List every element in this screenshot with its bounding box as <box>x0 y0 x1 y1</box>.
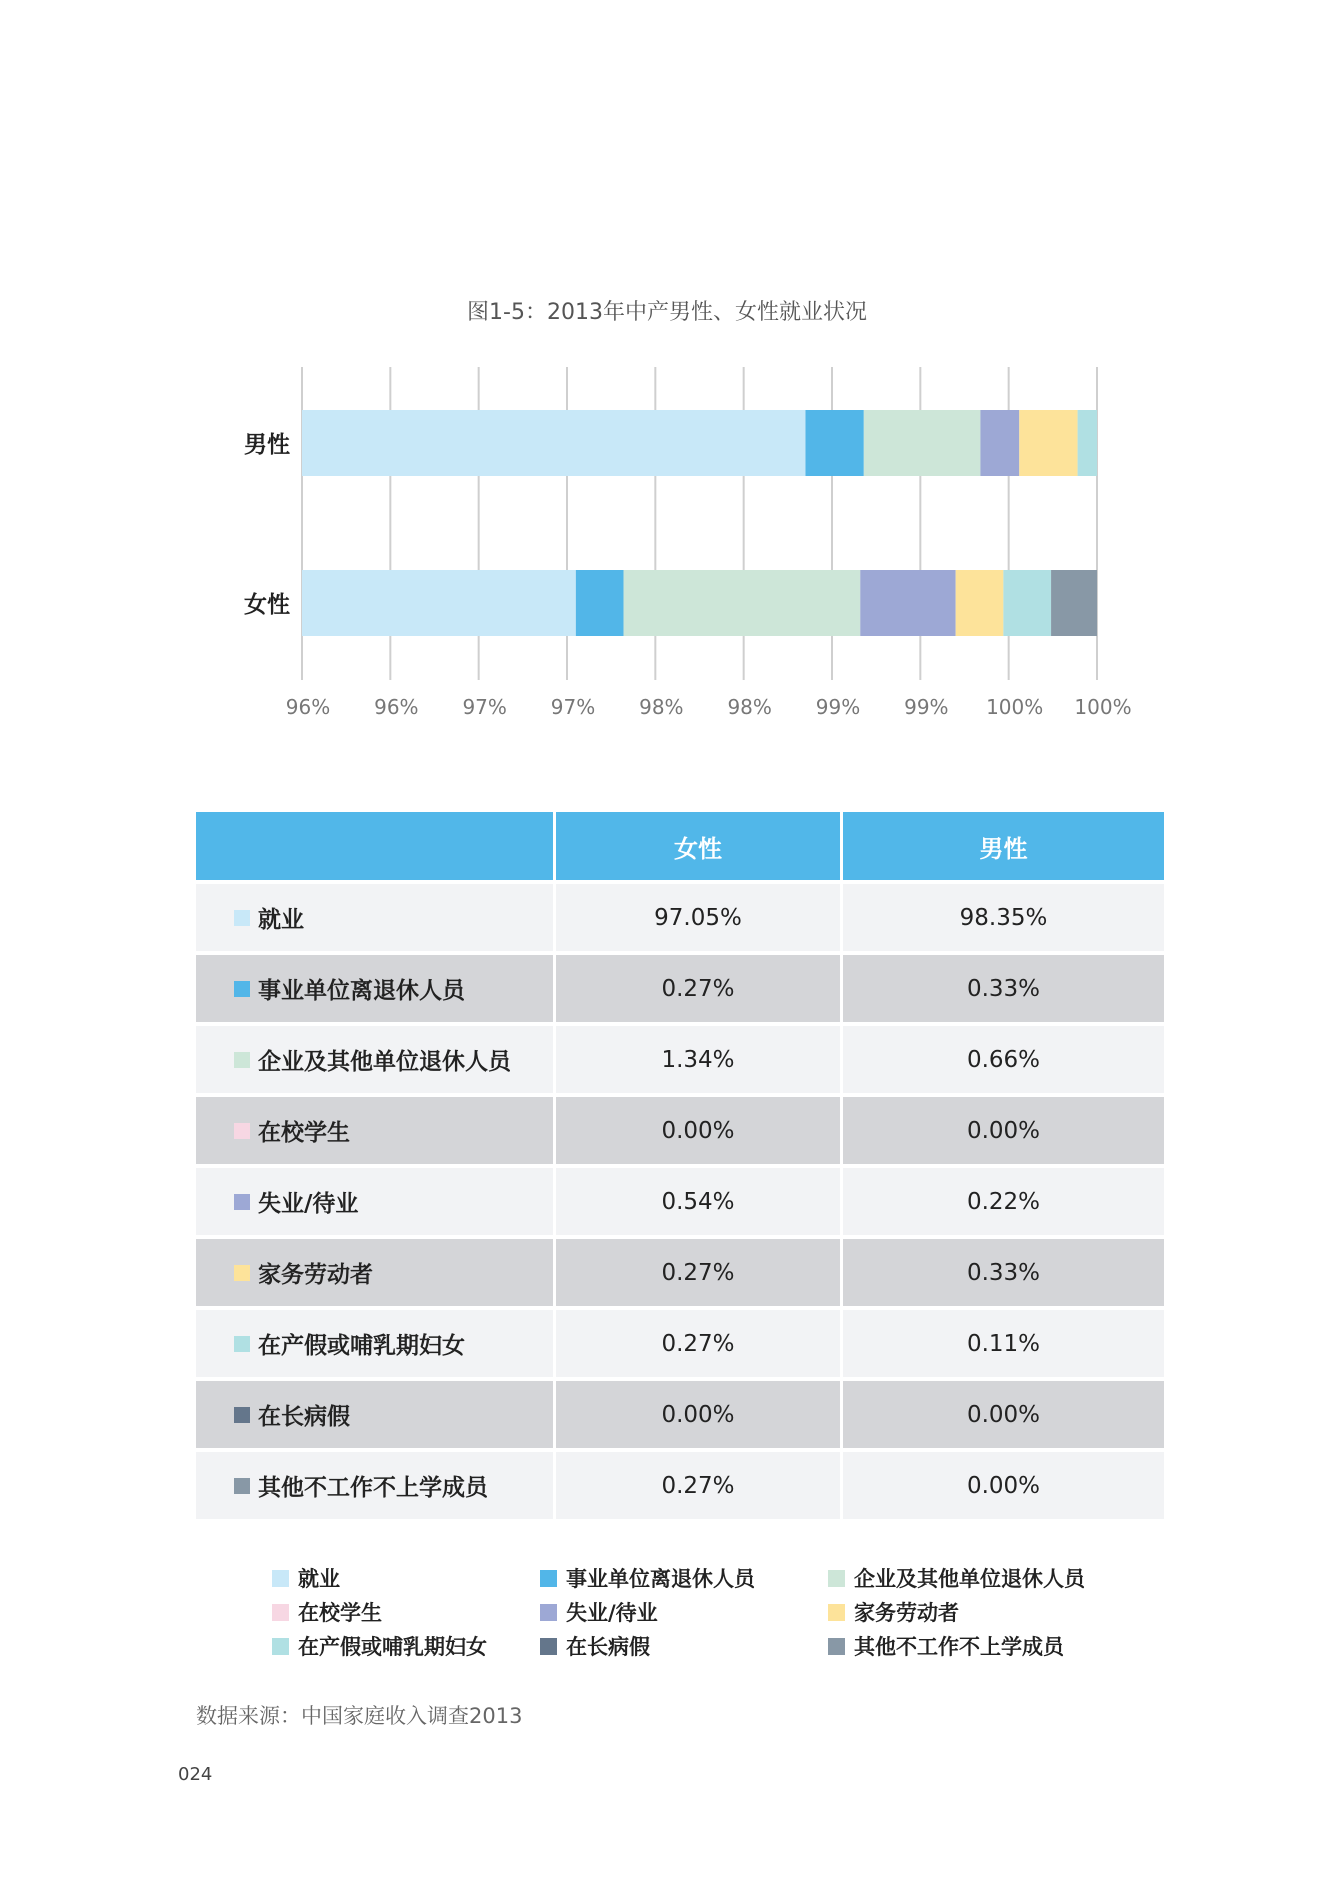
table-row <box>196 884 1164 955</box>
x-tick-label: 98% <box>639 695 684 719</box>
legend-item: 企业及其他单位退休人员 <box>828 1563 1128 1593</box>
male-value: 0.11% <box>843 1310 1164 1377</box>
header-male: 男性 <box>843 812 1164 880</box>
male-value: 0.00% <box>843 1097 1164 1164</box>
x-tick-label: 99% <box>904 695 949 719</box>
category-label: 男性 <box>244 432 290 458</box>
female-value: 0.00% <box>556 1097 840 1164</box>
legend-swatch <box>540 1570 557 1587</box>
row-label: 家务劳动者 <box>258 1262 373 1288</box>
legend-swatch <box>234 1123 250 1139</box>
bar-segment <box>1051 570 1097 636</box>
bar-segment <box>302 410 806 476</box>
x-tick-label: 97% <box>462 695 507 719</box>
male-value: 98.35% <box>843 884 1164 951</box>
chart-title: 图1-5：2013年中产男性、女性就业状况 <box>467 300 867 325</box>
male-value: 0.66% <box>843 1026 1164 1093</box>
x-tick-label: 100% <box>986 695 1044 719</box>
legend-swatch <box>272 1638 289 1655</box>
female-value: 0.27% <box>556 1452 840 1519</box>
legend-item: 其他不工作不上学成员 <box>828 1631 1128 1661</box>
bar-segment <box>576 570 624 636</box>
legend-swatch <box>234 1407 250 1423</box>
legend-item: 在产假或哺乳期妇女 <box>272 1631 540 1661</box>
female-value: 0.27% <box>556 1310 840 1377</box>
female-value: 0.27% <box>556 955 840 1022</box>
bar-segment <box>864 410 981 476</box>
legend-swatch <box>234 1265 250 1281</box>
legend-swatch <box>540 1604 557 1621</box>
male-value: 0.00% <box>843 1452 1164 1519</box>
legend-swatch <box>540 1638 557 1655</box>
stacked-bar-chart <box>0 0 1334 760</box>
x-tick-label: 96% <box>285 695 331 719</box>
legend-swatch <box>234 1052 250 1068</box>
x-tick-label: 100% <box>1074 695 1132 719</box>
row-label: 在产假或哺乳期妇女 <box>258 1333 465 1359</box>
x-tick-label: 99% <box>815 695 861 719</box>
legend-swatch <box>234 981 250 997</box>
legend-item: 家务劳动者 <box>828 1597 1128 1627</box>
male-value: 0.00% <box>843 1381 1164 1448</box>
table-row <box>196 955 1164 1026</box>
legend-item: 事业单位离退休人员 <box>540 1563 828 1593</box>
legend-swatch <box>234 1194 250 1210</box>
table-row <box>196 1310 1164 1381</box>
x-tick-label: 97% <box>550 695 596 719</box>
bar-segment <box>980 410 1019 476</box>
female-value: 97.05% <box>556 884 840 951</box>
x-tick-label: 96% <box>374 695 419 719</box>
legend-item: 失业/待业 <box>540 1597 828 1627</box>
bar-segment <box>624 570 861 636</box>
table-row <box>196 1381 1164 1452</box>
table-row <box>196 1026 1164 1097</box>
bar-segment <box>956 570 1004 636</box>
bar-segment <box>806 410 864 476</box>
legend-swatch <box>828 1638 845 1655</box>
row-label: 失业/待业 <box>258 1191 359 1217</box>
bar-segment <box>1003 570 1051 636</box>
legend-swatch <box>234 1478 250 1494</box>
legend-item: 就业 <box>272 1563 540 1593</box>
bar-segment <box>860 570 955 636</box>
row-label: 其他不工作不上学成员 <box>258 1475 488 1501</box>
female-value: 1.34% <box>556 1026 840 1093</box>
table-header-row <box>196 812 1164 884</box>
row-label: 就业 <box>258 907 304 933</box>
row-label: 在校学生 <box>258 1120 350 1146</box>
table-row <box>196 1452 1164 1523</box>
bars <box>302 410 1097 636</box>
male-value: 0.33% <box>843 955 1164 1022</box>
category-label: 女性 <box>244 592 290 618</box>
employment-table <box>196 812 1164 1523</box>
row-label: 事业单位离退休人员 <box>258 978 465 1004</box>
header-female: 女性 <box>556 812 840 880</box>
header-empty-cell <box>196 812 553 880</box>
female-value: 0.27% <box>556 1239 840 1306</box>
legend-swatch <box>272 1570 289 1587</box>
bar-segment <box>1019 410 1077 476</box>
legend-swatch <box>234 910 250 926</box>
legend-item: 在校学生 <box>272 1597 540 1627</box>
x-tick-label: 98% <box>727 695 772 719</box>
row-label: 企业及其他单位退休人员 <box>258 1049 511 1075</box>
female-value: 0.00% <box>556 1381 840 1448</box>
legend-swatch <box>828 1604 845 1621</box>
page-number: 024 <box>178 1764 213 1785</box>
chart-legend <box>272 1561 1132 1663</box>
legend-item: 在长病假 <box>540 1631 828 1661</box>
row-label: 在长病假 <box>258 1404 350 1430</box>
table-row <box>196 1239 1164 1310</box>
female-value: 0.54% <box>556 1168 840 1235</box>
data-source-note: 数据来源：中国家庭收入调查2013 <box>196 1704 523 1728</box>
table-row <box>196 1168 1164 1239</box>
legend-swatch <box>234 1336 250 1352</box>
bar-segment <box>1078 410 1097 476</box>
legend-swatch <box>272 1604 289 1621</box>
male-value: 0.22% <box>843 1168 1164 1235</box>
table-row <box>196 1097 1164 1168</box>
male-value: 0.33% <box>843 1239 1164 1306</box>
legend-swatch <box>828 1570 845 1587</box>
bar-segment <box>302 570 576 636</box>
